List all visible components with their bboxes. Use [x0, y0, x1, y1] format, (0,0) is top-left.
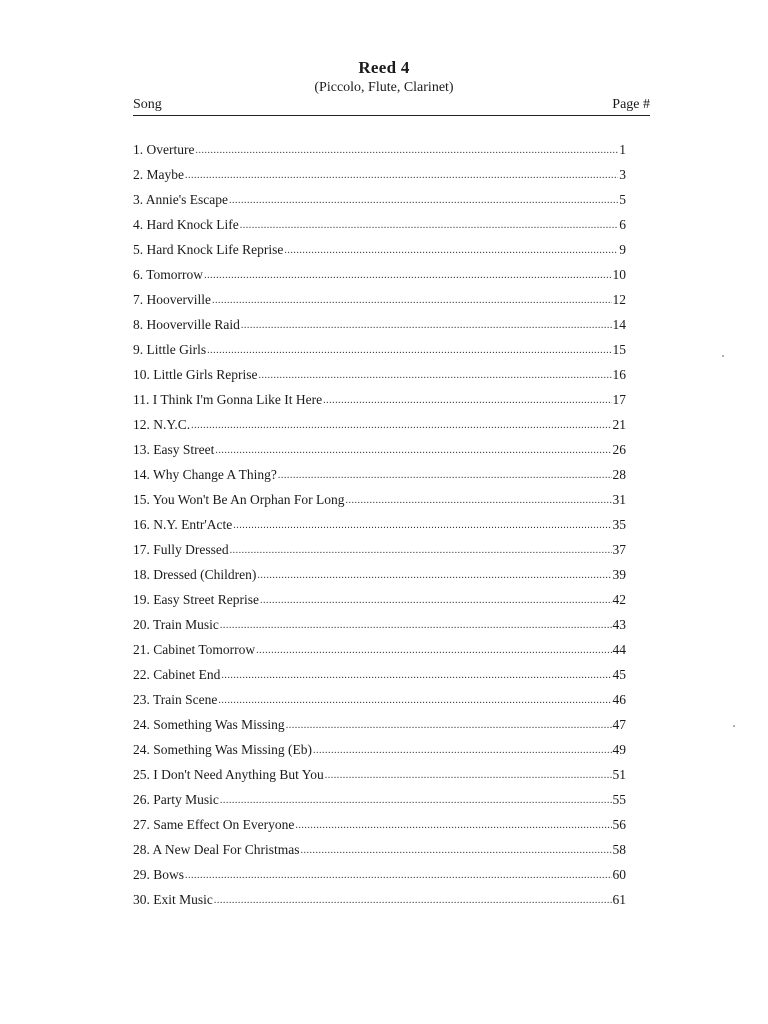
song-title: 29. Bows [133, 867, 185, 882]
dot-leader [195, 138, 618, 163]
song-title: 5. Hard Knock Life Reprise [133, 242, 284, 257]
dot-leader [346, 488, 612, 513]
list-item [133, 662, 626, 687]
list-item [133, 212, 626, 237]
page-number: 14 [612, 317, 626, 332]
song-title: 11. I Think I'm Gonna Like It Here [133, 392, 323, 407]
page-number: 60 [612, 867, 626, 882]
song-column-label: Song [133, 97, 162, 112]
page-number: 47 [612, 717, 626, 732]
column-header [133, 97, 650, 116]
page-number: 35 [612, 517, 626, 532]
list-item [133, 787, 626, 812]
list-item [133, 612, 626, 637]
song-title: 21. Cabinet Tomorrow [133, 642, 256, 657]
scan-speck [733, 725, 735, 727]
list-item [133, 287, 626, 312]
list-item [133, 862, 626, 887]
page-number: 17 [612, 392, 626, 407]
list-item [133, 462, 626, 487]
dot-leader [233, 513, 611, 538]
list-item [133, 762, 626, 787]
page-number: 1 [619, 142, 626, 157]
list-item [133, 812, 626, 837]
list-item [133, 487, 626, 512]
page-number: 15 [612, 342, 626, 357]
song-list [133, 137, 626, 912]
list-item [133, 387, 626, 412]
page-number: 56 [612, 817, 626, 832]
page-number: 42 [612, 592, 626, 607]
dot-leader [278, 463, 612, 488]
dot-leader [241, 313, 612, 338]
page-number: 28 [612, 467, 626, 482]
dot-leader [212, 288, 612, 313]
dot-leader [191, 413, 611, 438]
page-number: 9 [619, 242, 626, 257]
list-item [133, 412, 626, 437]
page-number: 58 [612, 842, 626, 857]
list-item [133, 137, 626, 162]
song-title: 27. Same Effect On Everyone [133, 817, 295, 832]
song-title: 3. Annie's Escape [133, 192, 229, 207]
song-title: 24. Something Was Missing [133, 717, 285, 732]
dot-leader [215, 438, 611, 463]
page-number: 44 [612, 642, 626, 657]
song-title: 9. Little Girls [133, 342, 207, 357]
dot-leader [260, 588, 612, 613]
song-title: 30. Exit Music [133, 892, 213, 907]
list-item [133, 637, 626, 662]
dot-leader [229, 188, 618, 213]
page-column-label: Page # [612, 97, 650, 112]
dot-leader [301, 838, 612, 863]
dot-leader [286, 713, 612, 738]
list-item [133, 237, 626, 262]
list-item [133, 562, 626, 587]
list-item [133, 362, 626, 387]
page-number: 49 [612, 742, 626, 757]
page-number: 55 [612, 792, 626, 807]
page-number: 12 [612, 292, 626, 307]
dot-leader [185, 863, 611, 888]
list-item [133, 437, 626, 462]
dot-leader [221, 663, 611, 688]
page-number: 31 [612, 492, 626, 507]
page-number: 61 [612, 892, 626, 907]
list-item [133, 587, 626, 612]
song-title: 16. N.Y. Entr'Acte [133, 517, 233, 532]
list-item [133, 712, 626, 737]
dot-leader [313, 738, 611, 763]
page-number: 43 [612, 617, 626, 632]
dot-leader [185, 163, 618, 188]
page-number: 6 [619, 217, 626, 232]
dot-leader [220, 613, 612, 638]
song-title: 13. Easy Street [133, 442, 215, 457]
song-title: 19. Easy Street Reprise [133, 592, 259, 607]
dot-leader [207, 338, 611, 363]
dot-leader [230, 538, 612, 563]
dot-leader [220, 788, 612, 813]
page-number: 37 [612, 542, 626, 557]
song-title: 23. Train Scene [133, 692, 218, 707]
list-item [133, 837, 626, 862]
song-title: 26. Party Music [133, 792, 219, 807]
song-title: 7. Hooverville [133, 292, 211, 307]
song-title: 1. Overture [133, 142, 195, 157]
song-title: 17. Fully Dressed [133, 542, 229, 557]
song-title: 4. Hard Knock Life [133, 217, 239, 232]
song-title: 28. A New Deal For Christmas [133, 842, 300, 857]
list-item [133, 162, 626, 187]
page-number: 16 [612, 367, 626, 382]
song-title: 8. Hooverville Raid [133, 317, 240, 332]
page-number: 45 [612, 667, 626, 682]
page-title: Reed 4 [358, 58, 410, 77]
scan-speck [722, 355, 724, 357]
page-number: 26 [612, 442, 626, 457]
page-number: 51 [612, 767, 626, 782]
list-item [133, 262, 626, 287]
dot-leader [295, 813, 611, 838]
song-title: 25. I Don't Need Anything But You [133, 767, 324, 782]
page-number: 39 [612, 567, 626, 582]
list-item [133, 687, 626, 712]
list-item [133, 537, 626, 562]
page-number: 5 [619, 192, 626, 207]
page-number: 21 [612, 417, 626, 432]
dot-leader [325, 763, 612, 788]
song-title: 24. Something Was Missing (Eb) [133, 742, 313, 757]
song-title: 18. Dressed (Children) [133, 567, 257, 582]
song-title: 20. Train Music [133, 617, 219, 632]
page-number: 3 [619, 167, 626, 182]
dot-leader [323, 388, 611, 413]
page-number: 46 [612, 692, 626, 707]
song-title: 6. Tomorrow [133, 267, 204, 282]
list-item [133, 737, 626, 762]
dot-leader [218, 688, 611, 713]
dot-leader [257, 563, 611, 588]
dot-leader [284, 238, 618, 263]
list-item [133, 187, 626, 212]
song-title: 2. Maybe [133, 167, 184, 182]
list-item [133, 887, 626, 912]
dot-leader [256, 638, 611, 663]
list-item [133, 312, 626, 337]
page-subtitle: (Piccolo, Flute, Clarinet) [314, 80, 454, 95]
list-item [133, 512, 626, 537]
song-title: 22. Cabinet End [133, 667, 221, 682]
song-title: 15. You Won't Be An Orphan For Long [133, 492, 345, 507]
dot-leader [240, 213, 619, 238]
song-title: 10. Little Girls Reprise [133, 367, 258, 382]
dot-leader [214, 888, 612, 913]
list-item [133, 337, 626, 362]
dot-leader [258, 363, 611, 388]
page-number: 10 [612, 267, 626, 282]
song-title: 12. N.Y.C. [133, 417, 191, 432]
song-title: 14. Why Change A Thing? [133, 467, 277, 482]
dot-leader [204, 263, 611, 288]
